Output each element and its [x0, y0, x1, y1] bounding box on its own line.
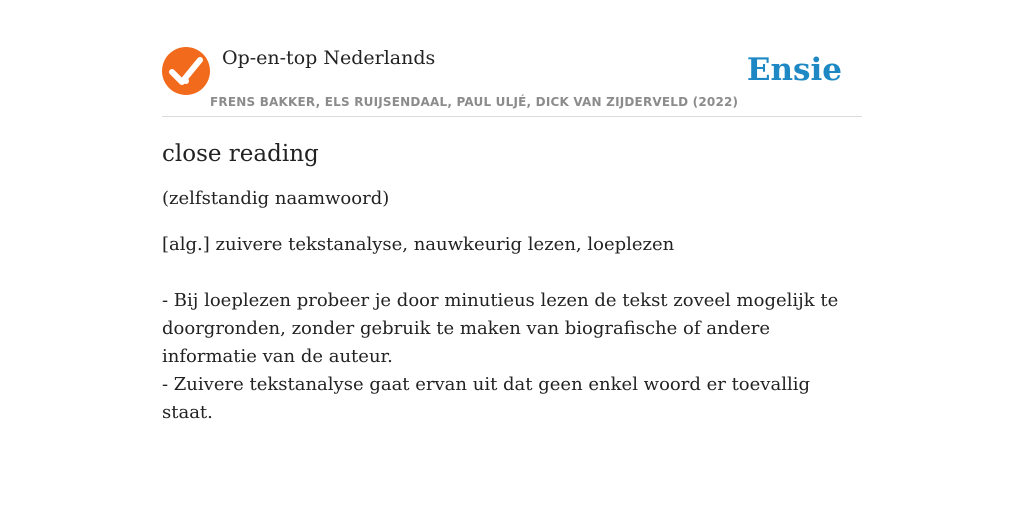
dictionary-entry [162, 138, 862, 427]
entry-example: - Zuivere tekstanalyse gaat ervan uit dat geen enkel woord er toevallig staat. [162, 374, 810, 423]
checkmark-badge-icon [162, 47, 210, 95]
ensie-logo-link[interactable]: Ensie [746, 52, 842, 88]
source-authors: FRENS BAKKER, ELS RUIJSENDAAL, PAUL ULJÉ, DICK VAN ZIJDERVELD (2022) [210, 95, 739, 109]
entry-example: - Bij loeplezen probeer je door minutieus lezen de tekst zoveel mogelijk te doorgronden, zonder gebruik te maken van biografische of andere informatie van de auteur. [162, 290, 839, 367]
entry-definition: [alg.] zuivere tekstanalyse, nauwkeurig lezen, loeplezen [162, 234, 675, 255]
source-header [162, 46, 862, 117]
source-title[interactable]: Op-en-top Nederlands [222, 47, 436, 69]
entry-headword: close reading [162, 141, 319, 167]
entry-part-of-speech: (zelfstandig naamwoord) [162, 188, 390, 209]
